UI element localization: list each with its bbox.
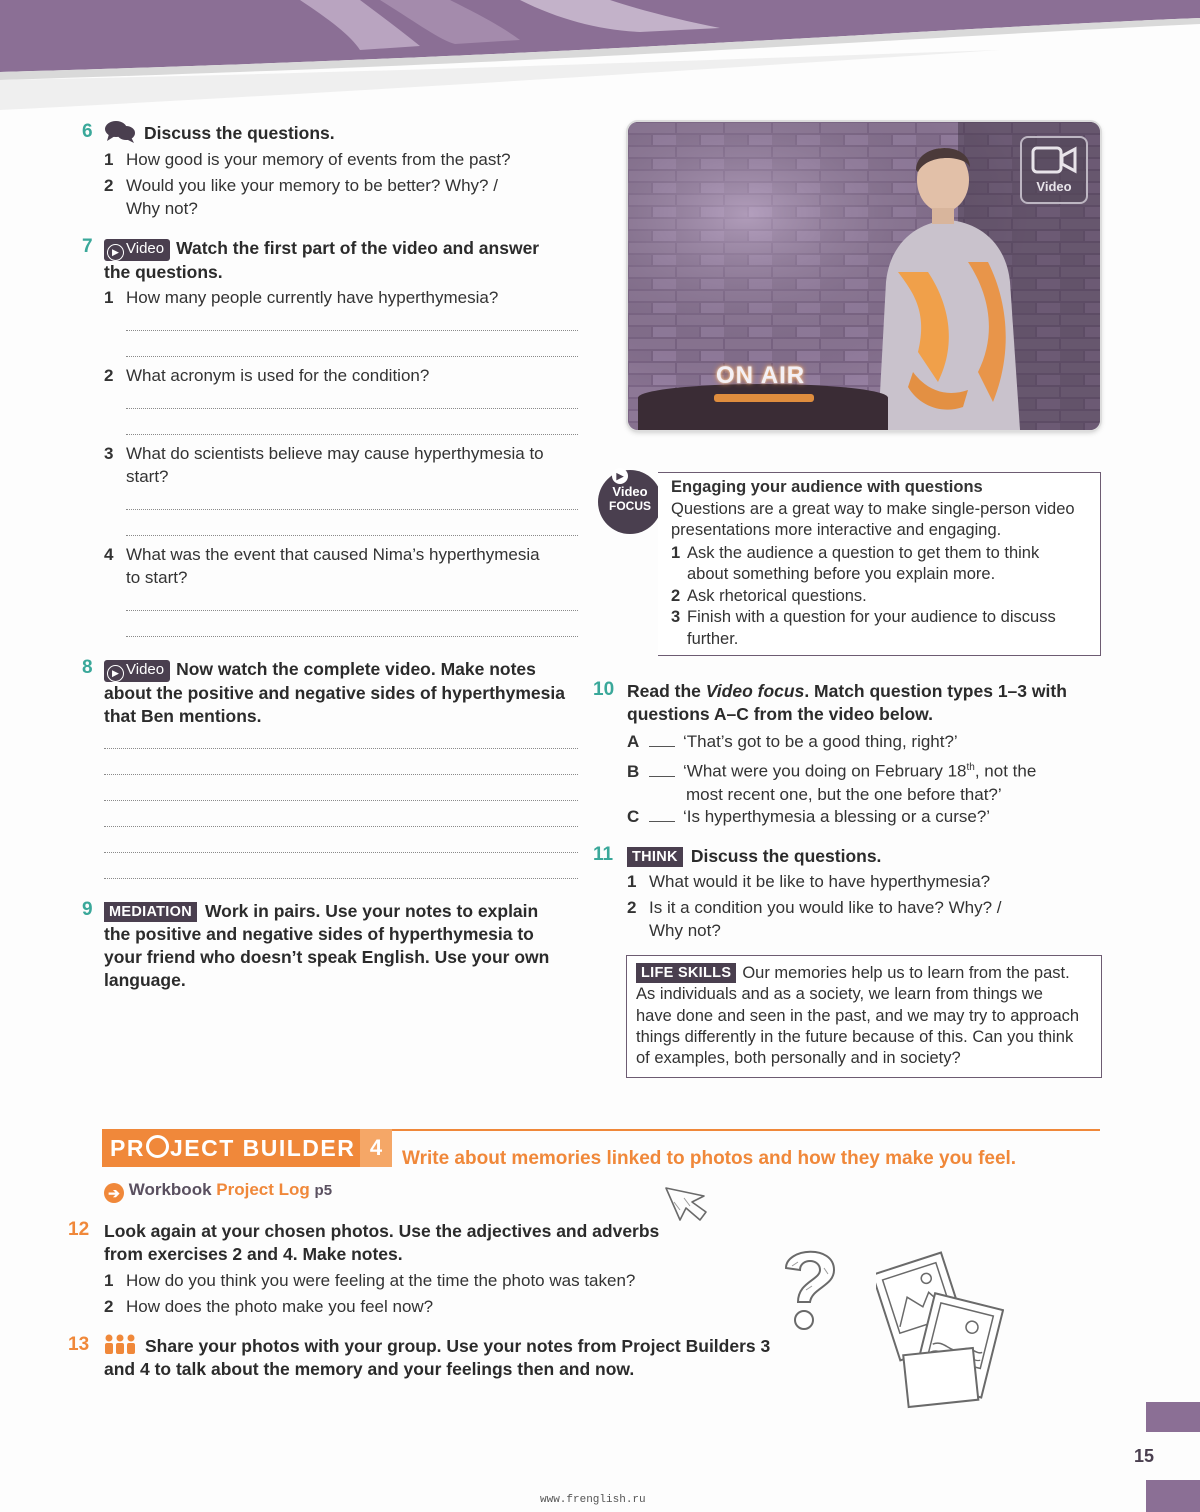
answer-line[interactable] <box>126 434 578 435</box>
exercise-8-instruction <box>104 658 584 728</box>
instruction-line-1: Now watch the complete video. Make notes <box>176 659 536 679</box>
speech-bubbles-icon <box>104 120 136 144</box>
project-builder-banner <box>102 1129 368 1167</box>
video-badge[interactable] <box>104 239 170 261</box>
target-icon <box>146 1135 169 1158</box>
exercise-7-question-3 <box>104 442 544 488</box>
instruction-line-3: your friend who doesn’t speak English. Use your own <box>104 947 550 967</box>
workbook-reference[interactable] <box>104 1180 332 1203</box>
video-focus-label-2: FOCUS <box>609 499 651 513</box>
on-air-glow <box>714 394 814 402</box>
header-decoration <box>0 0 1200 115</box>
workbook-label: Workbook <box>128 1180 212 1199</box>
instruction-line-1: Work in pairs. Use your notes to explain <box>204 901 539 921</box>
instruction-line-1: Watch the first part of the video and answer <box>176 238 540 258</box>
item-text: ‘That’s got to be a good thing, right?’ <box>683 732 958 751</box>
instruction-line-4: language. <box>104 970 186 990</box>
video-badge[interactable] <box>104 660 170 682</box>
video-focus-item-3 <box>671 607 1096 650</box>
exercise-9-number: 9 <box>82 899 93 920</box>
footer-url: www.frenglish.ru <box>540 1494 646 1506</box>
instruction-line-1: Share your photos with your group. Use your notes from Project Builders 3 <box>145 1336 771 1356</box>
item-text-continued: further. <box>687 629 739 648</box>
answer-line[interactable] <box>126 610 578 611</box>
item-text-continued: most recent one, but the one before that?’ <box>686 784 1002 804</box>
exercise-7-question-2 <box>104 364 429 387</box>
exercise-12-question-1 <box>104 1269 635 1292</box>
answer-blank[interactable] <box>649 746 675 747</box>
instruction-line-2: from exercises 2 and 4. Make notes. <box>104 1244 403 1264</box>
answer-line[interactable] <box>126 330 578 331</box>
play-icon: ▶ <box>107 244 124 261</box>
answer-line[interactable] <box>126 356 578 357</box>
desk <box>638 384 888 430</box>
answer-line[interactable] <box>126 509 578 510</box>
exercise-10-item-a <box>627 730 958 753</box>
exercise-9-instruction <box>104 900 584 992</box>
item-letter: A <box>627 732 640 751</box>
instruction-text: Discuss the questions. <box>690 846 882 866</box>
instruction-emphasis: Video focus <box>705 681 805 701</box>
exercise-10-item-b <box>627 756 1036 806</box>
on-air-sign: ON AIR <box>716 362 806 389</box>
video-badge-label: Video <box>126 240 165 257</box>
exercise-11-number: 11 <box>593 844 614 865</box>
exercise-7-instruction <box>104 237 574 284</box>
item-number: 1 <box>671 543 681 562</box>
instruction-line-2: the questions. <box>104 262 223 282</box>
question-text: Is it a condition you would like to have? Why? / <box>649 898 1002 917</box>
question-text-continued: to start? <box>126 568 188 587</box>
question-text: How good is your memory of events from the past? <box>126 150 511 169</box>
notes-line[interactable] <box>104 878 578 879</box>
item-text-after: , not the <box>974 761 1037 781</box>
life-skills-tag: LIFE SKILLS <box>636 963 736 983</box>
project-builder-subtitle: Write about memories linked to photos and how they make you feel. <box>402 1148 1017 1169</box>
project-log-label: Project Log <box>216 1180 310 1199</box>
video-focus-content <box>671 477 1096 650</box>
item-text: Ask the audience a question to get them to think <box>687 543 1040 562</box>
exercise-12-question-2 <box>104 1295 433 1318</box>
question-text: How do you think you were feeling at the time the photo was taken? <box>126 1271 636 1290</box>
question-number: 1 <box>104 1271 114 1290</box>
item-letter: B <box>627 761 640 781</box>
cursor-arrow-doodle-icon <box>660 1180 710 1225</box>
project-builder-title-b: JECT BUILDER <box>169 1135 356 1161</box>
instruction-post: . Match question types 1–3 with <box>804 681 1067 701</box>
question-text: What do scientists believe may cause hyperthymesia to <box>126 444 544 463</box>
instruction-pre: Read the <box>627 681 706 701</box>
notes-line[interactable] <box>104 748 578 749</box>
question-text: How does the photo make you feel now? <box>126 1297 434 1316</box>
exercise-6-number: 6 <box>82 121 93 142</box>
exercise-6-question-1 <box>104 148 511 171</box>
question-text-continued: Why not? <box>649 921 721 940</box>
video-focus-item-2 <box>671 586 1096 608</box>
instruction-line-2: about the positive and negative sides of hyperthymesia <box>104 683 565 703</box>
question-number: 2 <box>104 1297 114 1316</box>
instruction-line-1: Look again at your chosen photos. Use the adjectives and adverbs <box>104 1221 660 1241</box>
question-number: 2 <box>627 898 637 917</box>
life-skills-line-3: have done and seen in the past, and we may try to approach <box>636 1006 1080 1025</box>
question-number: 1 <box>104 288 114 307</box>
question-number: 3 <box>104 444 114 463</box>
exercise-13-instruction <box>104 1335 784 1381</box>
video-focus-intro-1: Questions are a great way to make single-person video <box>671 499 1075 518</box>
photographs-doodle-icon <box>876 1240 1004 1415</box>
item-number: 2 <box>671 586 681 605</box>
item-number: 3 <box>671 608 681 626</box>
question-mark-doodle-icon <box>776 1240 842 1335</box>
video-overlay-badge[interactable] <box>1020 136 1088 204</box>
exercise-12-number: 12 <box>68 1219 90 1240</box>
question-text: Would you like your memory to be better? Why? / <box>126 176 498 195</box>
life-skills-line-2: As individuals and as a society, we learn from things we <box>636 985 1043 1004</box>
play-icon: ▶ <box>107 665 124 682</box>
question-text: What was the event that caused Nima’s hyperthymesia <box>126 545 540 564</box>
exercise-6-instruction: Discuss the questions. <box>144 123 335 143</box>
notes-line[interactable] <box>104 826 578 827</box>
instruction-line-2: and 4 to talk about the memory and your feelings then and now. <box>104 1359 635 1379</box>
video-focus-title: Engaging your audience with questions <box>671 478 983 496</box>
exercise-11-question-2 <box>627 896 1001 942</box>
arrow-circle-icon: ➔ <box>104 1183 124 1203</box>
item-text: Finish with a question for your audience to discuss <box>687 608 1056 626</box>
exercise-10-item-c <box>627 805 990 828</box>
think-tag: THINK <box>627 847 683 867</box>
video-focus-intro-2: presentations more interactive and engaging. <box>671 521 1002 539</box>
item-superscript: th <box>966 762 975 773</box>
question-text: What acronym is used for the condition? <box>126 366 430 385</box>
life-skills-line-5: of examples, both personally and in society? <box>636 1049 961 1068</box>
answer-line[interactable] <box>126 535 578 536</box>
video-camera-icon <box>1031 144 1077 176</box>
mediation-tag: MEDIATION <box>104 902 197 922</box>
item-letter: C <box>627 807 640 826</box>
instruction-line-2: questions A–C from the video below. <box>627 704 933 724</box>
video-overlay-label: Video <box>1036 179 1072 194</box>
exercise-12-instruction <box>104 1220 704 1266</box>
life-skills-line-4: things differently in the future because of this. Can you think <box>636 1027 1074 1046</box>
video-thumbnail[interactable] <box>628 122 1100 430</box>
question-text: How many people currently have hyperthymesia? <box>126 288 499 307</box>
answer-line[interactable] <box>126 636 578 637</box>
play-icon: ▶ <box>612 468 628 484</box>
item-text: ‘What were you doing on February 18 <box>683 761 967 781</box>
question-text-continued: Why not? <box>126 199 198 218</box>
exercise-8-number: 8 <box>82 657 93 678</box>
item-text: Ask rhetorical questions. <box>687 586 867 605</box>
video-focus-label-1: Video <box>612 484 648 499</box>
exercise-7-question-1 <box>104 286 498 309</box>
question-text-continued: start? <box>126 467 169 486</box>
page-number: 15 <box>1134 1446 1155 1466</box>
question-number: 1 <box>104 150 114 169</box>
question-number: 1 <box>627 872 637 891</box>
life-skills-content <box>636 963 1096 1069</box>
answer-line[interactable] <box>126 408 578 409</box>
exercise-10-instruction <box>627 680 1097 726</box>
question-number: 4 <box>104 545 114 564</box>
video-badge-label: Video <box>126 661 165 678</box>
exercise-11-instruction <box>627 845 881 868</box>
question-number: 2 <box>104 176 114 195</box>
video-focus-item-1 <box>671 543 1096 586</box>
project-builder-title-a: PR <box>110 1135 145 1161</box>
exercise-13-number: 13 <box>68 1334 90 1355</box>
item-text-continued: about something before you explain more. <box>687 565 996 583</box>
instruction-line-2: the positive and negative sides of hyperthymesia to <box>104 924 534 944</box>
exercise-10-number: 10 <box>593 679 615 700</box>
page-reference: p5 <box>314 1182 333 1199</box>
exercise-7-question-4 <box>104 543 540 589</box>
answer-blank[interactable] <box>649 776 675 777</box>
exercise-7-number: 7 <box>82 236 93 257</box>
notes-line[interactable] <box>104 852 578 853</box>
instruction-line-3: that Ben mentions. <box>104 706 262 726</box>
project-builder-number: 4 <box>360 1129 392 1167</box>
question-number: 2 <box>104 366 114 385</box>
notes-line[interactable] <box>104 774 578 775</box>
video-focus-badge <box>598 470 662 534</box>
life-skills-line-1: Our memories help us to learn from the past. <box>742 964 1070 982</box>
question-text: What would it be like to have hyperthymesia? <box>649 872 991 891</box>
answer-blank[interactable] <box>649 821 675 822</box>
notes-line[interactable] <box>104 800 578 801</box>
exercise-11-question-1 <box>627 870 990 893</box>
exercise-6-question-2 <box>104 174 498 220</box>
item-text: ‘Is hyperthymesia a blessing or a curse?’ <box>683 807 991 826</box>
